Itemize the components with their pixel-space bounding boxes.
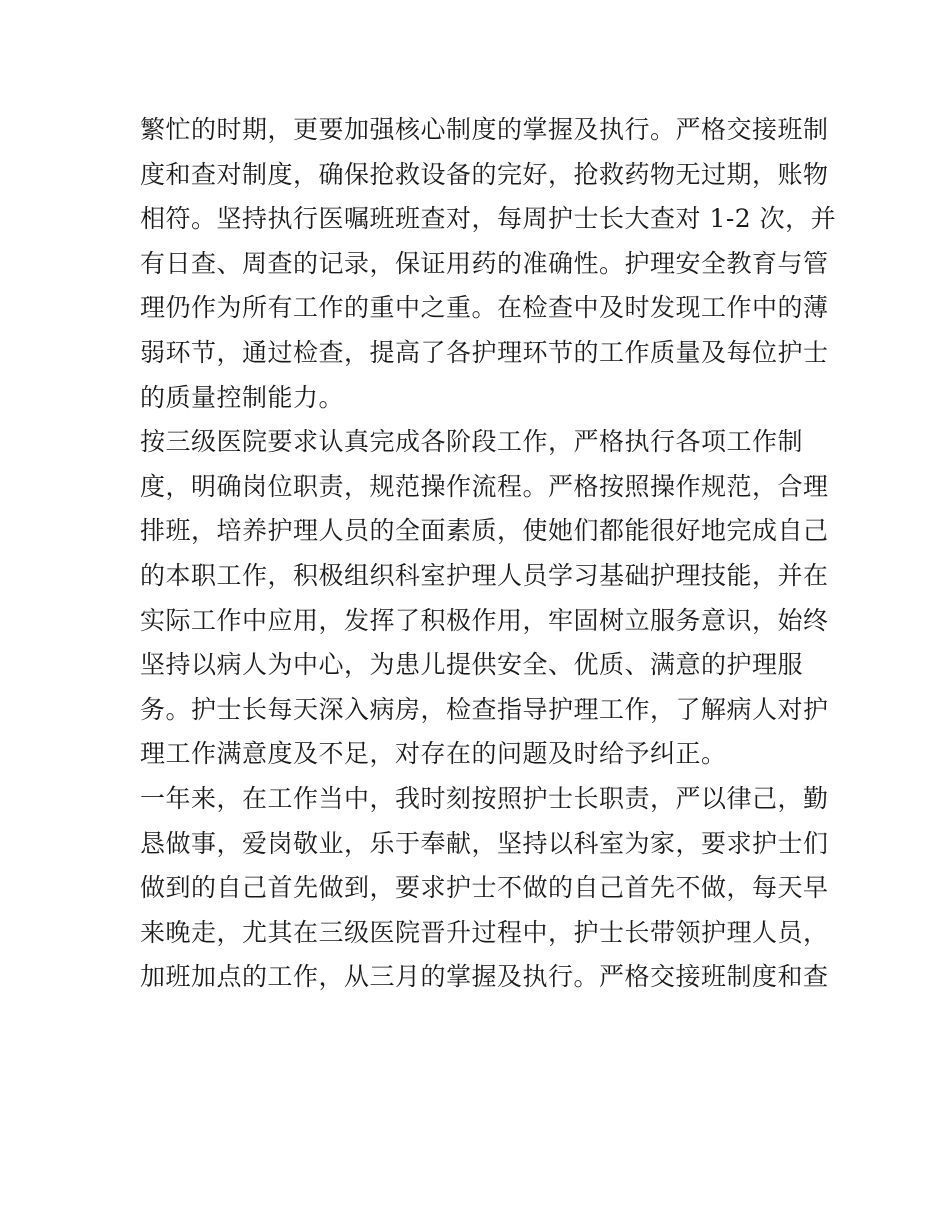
text-line: 度和查对制度，确保抢救设备的完好，抢救药物无过期，账物 xyxy=(140,159,829,189)
text-line: 来晚走，尤其在三级医院晋升过程中，护士长带领护理人员， xyxy=(140,917,829,947)
body-text xyxy=(140,108,837,1000)
text-line: 按三级医院要求认真完成各阶段工作，严格执行各项工作制 xyxy=(140,427,804,457)
text-line: 加班加点的工作，从三月的掌握及执行。严格交接班制度和查 xyxy=(140,962,829,992)
text-line: 度，明确岗位职责，规范操作流程。严格按照操作规范，合理 xyxy=(140,471,829,501)
text-line: 有日查、周查的记录，保证用药的准确性。护理安全教育与管 xyxy=(140,248,829,278)
text-line: 的质量控制能力。 xyxy=(140,382,345,412)
text-line: 的本职工作，积极组织科室护理人员学习基础护理技能，并在 xyxy=(140,560,829,590)
text-line: 坚持以病人为中心，为患儿提供安全、优质、满意的护理服 xyxy=(140,650,804,680)
text-line: 一年来，在工作当中，我时刻按照护士长职责，严以律己，勤 xyxy=(140,783,829,813)
text-line: 理工作满意度及不足，对存在的问题及时给予纠正。 xyxy=(140,739,727,769)
text-line: 相符。坚持执行医嘱班班查对，每周护士长大查对 1-2 次，并 xyxy=(140,204,837,234)
text-line: 繁忙的时期，更要加强核心制度的掌握及执行。严格交接班制 xyxy=(140,115,829,144)
text-line: 恳做事，爱岗敬业，乐于奉献，坚持以科室为家，要求护士们 xyxy=(140,828,829,858)
text-line: 实际工作中应用，发挥了积极作用，牢固树立服务意识，始终 xyxy=(140,605,829,635)
text-line: 务。护士长每天深入病房，检查指导护理工作，了解病人对护 xyxy=(140,694,829,724)
text-line: 做到的自己首先做到，要求护士不做的自己首先不做，每天早 xyxy=(140,873,829,903)
text-line: 理仍作为所有工作的重中之重。在检查中及时发现工作中的薄 xyxy=(140,293,829,323)
text-line: 弱环节，通过检查，提高了各护理环节的工作质量及每位护士 xyxy=(140,337,829,367)
text-line: 排班，培养护理人员的全面素质，使她们都能很好地完成自己 xyxy=(140,516,829,546)
